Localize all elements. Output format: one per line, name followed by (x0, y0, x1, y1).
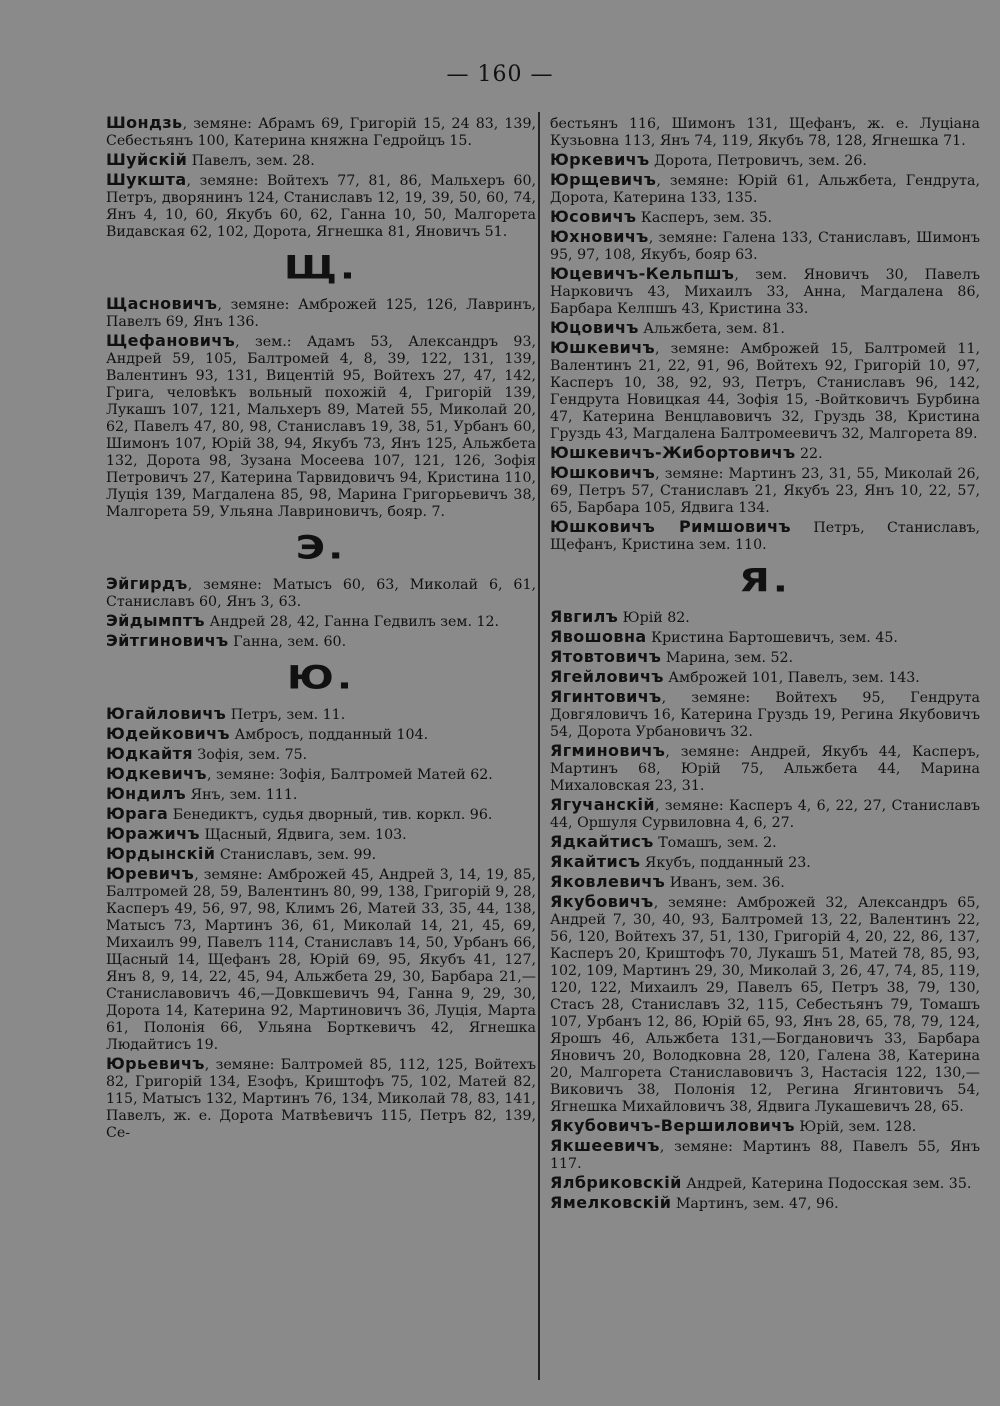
entry-text: , земяне: Войтехъ 77, 81, 86, Мальхеръ 60, Петръ, дворянинъ 124, Станиславъ 12, 19, 39, 50, 60, 74, Янъ 4, 10, 60, Якубъ 60, 62, Ганна 10, 50, Малгорета Видавская 62, 102, Дорота, Ягнешка 81, Яновичъ 51. (106, 173, 536, 240)
register-entry (550, 1194, 980, 1213)
register-entry (550, 1117, 980, 1136)
register-entry (550, 518, 980, 554)
register-entry (106, 845, 536, 864)
register-entry (550, 668, 980, 687)
entry-text: Амбросъ, подданный 104. (229, 727, 429, 743)
register-entry (550, 796, 980, 832)
register-entry (550, 608, 980, 627)
surname: Щасновичъ (106, 294, 218, 313)
section-letter: Э. (295, 529, 347, 567)
entry-text: Марина, зем. 52. (661, 650, 794, 666)
register-entry (550, 648, 980, 667)
surname: Юшковичъ (550, 463, 656, 482)
entry-text: Андрей 28, 42, Ганна Гедвилъ зем. 12. (204, 614, 500, 630)
entry-text: Бенедиктъ, судья дворный, тив. коркл. 96. (168, 807, 493, 823)
surname: Юдкайтя (106, 744, 193, 763)
entry-text: Станиславъ, зем. 99. (215, 847, 377, 863)
surname: Ядкайтисъ (550, 832, 654, 851)
register-entry (106, 612, 536, 631)
entry-text: Петръ, зем. 11. (226, 707, 346, 723)
surname: Юндилъ (106, 784, 187, 803)
register-entry (106, 332, 536, 521)
entry-text: , земяне: Мартинъ 88, Павелъ 55, Янъ 117. (550, 1139, 980, 1172)
surname: Якайтисъ (550, 852, 641, 871)
entry-text: бестьянъ 116, Шимонъ 131, Щефанъ, ж. е. Луціана Кузьовна 113, Янъ 74, 119, Якубъ 78, 128, Ягнешка 71. (550, 116, 980, 149)
surname: Яковлевичъ (550, 872, 666, 891)
register-entry (106, 705, 536, 724)
register-entry (550, 873, 980, 892)
entry-text: , зем.: Адамъ 53, Александръ 93, Андрей 59, 105, Балтромей 4, 8, 39, 122, 131, 139, Валентинъ 93, 131, Вицентій 95, Войтехъ 27, 47, 142, Грига, человѣкъ вольный похожій 4, Григорій 139, Лукашъ 107, 121, Мальхеръ 89, Матей 55, Миколай 20, 62, Павелъ 47, 80, 98, Станиславъ 19, 38, 51, Урбанъ 60, Шимонъ 107, Юрій 38, 94, Якубъ 73, Янъ 125, Альжбета 132, Дорота 98, Зузана Мосеева 107, 121, 126, Зофія Петровичъ 27, Катерина Тарвидовичъ 94, Кристина 110, Луція 139, Магдалена 85, 98, Марина Григорьевичъ 38, Малгорета 59, Ульяна Лавриновичъ, бояр. 7. (106, 334, 536, 520)
entry-text: , земяне: Галена 133, Станиславъ, Шимонъ 95, 97, 108, Якубъ, бояр 63. (550, 230, 980, 263)
right-column (550, 114, 980, 1214)
surname: Шукшта (106, 170, 187, 189)
surname: Шуйскій (106, 150, 188, 169)
entry-text: Иванъ, зем. 36. (665, 875, 785, 891)
register-entry (550, 893, 980, 1116)
surname: Шондзь (106, 113, 183, 132)
surname: Юрдынскій (106, 844, 216, 863)
entry-text: Юрій, зем. 128. (794, 1119, 917, 1135)
register-entry (106, 745, 536, 764)
entry-text: , земяне: Касперъ 4, 6, 22, 27, Станиславъ 44, Оршуля Сурвиловна 4, 6, 27. (550, 798, 980, 831)
register-entry (550, 171, 980, 207)
surname: Якубовичъ (550, 892, 654, 911)
entry-text: Щасный, Ядвига, зем. 103. (199, 827, 407, 843)
surname: Щефановичъ (106, 331, 236, 350)
entry-text: Юрій 82. (618, 610, 690, 626)
register-entry (106, 295, 536, 331)
entry-text: Якубъ, подданный 23. (640, 855, 811, 871)
entry-text: Томашъ, зем. 2. (653, 835, 777, 851)
surname: Ягминовичъ (550, 741, 666, 760)
surname: Юсовичъ (550, 207, 637, 226)
surname: Юшкевичъ-Жибортовичъ (550, 443, 796, 462)
surname: Юрьевичъ (106, 1054, 205, 1073)
register-entry (106, 151, 536, 170)
surname: Ялбриковскій (550, 1173, 682, 1192)
entry-text: 22. (795, 446, 823, 462)
register-entry (550, 464, 980, 517)
entry-text: , земяне: Амброжей 45, Андрей 3, 14, 19, 85, Балтромей 28, 59, Валентинъ 80, 99, 138, Григорій 9, 28, Касперъ 49, 56, 97, 98, Климъ 26, Матей 33, 35, 44, 138, Матысъ 73, Мартинъ 36, 61, Миколай 14, 21, 45, 69, Михаилъ 99, Павелъ 114, Станиславъ 14, 50, Урбанъ 66, Щасный 14, Щефанъ 28, Юрій 69, 95, Якубъ 41, 127, Янъ 8, 9, 14, 22, 45, 94, Альжбета 29, 30, Барбара 21,—Станиславовичъ 46,—Довкшевичъ 94, Ганна 9, 29, 30, Дорота 14, Катерина 92, Мартиновичъ 36, Луція, Марта 61, Полонія 66, Ульяна Борткевичъ 42, Ягнешка Людайтисъ 19. (106, 867, 536, 1053)
surname: Якшеевичъ (550, 1136, 660, 1155)
register-entry (106, 171, 536, 241)
surname: Ямелковскій (550, 1193, 672, 1212)
column-divider (538, 112, 540, 1380)
entry-text: , земяне: Балтромей 85, 112, 125, Войтехъ 82, Григорій 134, Езофъ, Криштофъ 75, 102, Матей 82, 115, Матысъ 132, Мартинъ 76, 134, Миколай 78, 83, 141, Павелъ, ж. е. Дорота Матвѣевичъ 115, Петръ 82, 139, Се- (106, 1057, 536, 1141)
register-entry (106, 765, 536, 784)
surname: Ягейловичъ (550, 667, 664, 686)
surname: Юражичъ (106, 824, 200, 843)
register-entry (106, 805, 536, 824)
left-column (106, 114, 536, 1143)
surname: Юдкевичъ (106, 764, 207, 783)
entry-text: , земяне: Амброжей 15, Балтромей 11, Валентинъ 21, 22, 91, 96, Войтехъ 92, Григорій 10, 97, Касперъ 10, 38, 92, 93, Петръ, Станиславъ 96, 142, Гендрута Новицкая 44, Зофія 15, -Войтковичъ Бурбина 47, Катерина Венцлавовичъ 32, Груздь 38, Кристина Груздь 43, Магдалена Балтромеевичъ 32, Малгорета 89. (550, 341, 980, 442)
entry-text: , земяне: Андрей, Якубъ 44, Касперъ, Мартинъ 68, Юрій 75, Альжбета 44, Марина Михаловская 23, 31. (550, 744, 980, 794)
register-entry (106, 1055, 536, 1142)
surname: Югайловичъ (106, 704, 227, 723)
entry-text: , земяне: Войтехъ 95, Гендрута Довгяловичъ 16, Катерина Груздь 19, Регина Якубовичъ 54, Дорота Урбановичъ 32. (550, 690, 980, 740)
entry-text: Касперъ, зем. 35. (636, 210, 773, 226)
section-letter: Щ. (283, 249, 359, 287)
surname: Ятовтовичъ (550, 647, 662, 666)
surname: Эйдымптъ (106, 611, 205, 630)
entry-text: Андрей, Катерина Подосская зем. 35. (681, 1176, 972, 1192)
register-entry (550, 1174, 980, 1193)
surname: Явошовна (550, 627, 647, 646)
register-entry (106, 575, 536, 611)
surname: Юшковичъ Римшовичъ (550, 517, 791, 536)
register-entry (106, 865, 536, 1054)
entry-text: Кристина Бартошевичъ, зем. 45. (646, 630, 898, 646)
surname: Юркевичъ (550, 150, 650, 169)
register-entry (106, 114, 536, 150)
entry-text: , земяне: Зофія, Балтромей Матей 62. (206, 767, 493, 783)
entry-text: Ганна, зем. 60. (228, 634, 347, 650)
surname: Якубовичъ-Вершиловичъ (550, 1116, 795, 1135)
register-entry (550, 1137, 980, 1173)
entry-text: Дорота, Петровичъ, зем. 26. (649, 153, 867, 169)
entry-text: , земяне: Амброжей 125, 126, Лавринъ, Павелъ 69, Янъ 136. (106, 297, 536, 330)
register-entry (106, 632, 536, 651)
surname: Юрщевичъ (550, 170, 657, 189)
surname: Явгилъ (550, 607, 619, 626)
entry-text: Амброжей 101, Павелъ, зем. 143. (663, 670, 920, 686)
page-number: — 160 — (446, 62, 554, 87)
entry-text: , зем. Яновичъ 30, Павелъ Нарковичъ 43, Михаилъ 33, Анна, Магдалена 86, Барбара Келпшъ 43, Кристина 33. (550, 267, 980, 317)
surname: Юдейковичъ (106, 724, 230, 743)
entry-text: Павелъ, зем. 28. (187, 153, 315, 169)
section-letter: Я. (739, 562, 791, 600)
surname: Юхновичъ (550, 227, 649, 246)
entry-text: Янъ, зем. 111. (186, 787, 298, 803)
surname: Юцовичъ (550, 318, 639, 337)
register-entry (106, 785, 536, 804)
register-entry (550, 339, 980, 443)
surname: Юревичъ (106, 864, 195, 883)
entry-text: Петръ, Станиславъ, Щефанъ, Кристина зем. 110. (550, 520, 980, 553)
surname: Ягинтовичъ (550, 687, 662, 706)
register-entry (550, 742, 980, 795)
surname: Юрага (106, 804, 169, 823)
entry-text: , земяне: Юрій 61, Альжбета, Гендрута, Дорота, Катерина 133, 135. (550, 173, 980, 206)
register-entry (106, 725, 536, 744)
entry-text: Мартинъ, зем. 47, 96. (671, 1196, 839, 1212)
register-entry (550, 114, 980, 150)
surname: Юцевичъ-Кельпшъ (550, 264, 735, 283)
surname: Юшкевичъ (550, 338, 656, 357)
register-entry (550, 833, 980, 852)
register-entry (550, 688, 980, 741)
register-entry (550, 853, 980, 872)
register-entry (550, 228, 980, 264)
register-entry (550, 208, 980, 227)
register-entry (550, 319, 980, 338)
surname: Ягучанскій (550, 795, 655, 814)
surname: Эйтгиновичъ (106, 631, 229, 650)
register-entry (550, 628, 980, 647)
section-letter: Ю. (286, 659, 356, 697)
entry-text: Альжбета, зем. 81. (638, 321, 785, 337)
register-entry (106, 825, 536, 844)
entry-text: , земяне: Абрамъ 69, Григорій 15, 24 83, 139, Себестьянъ 100, Катерина княжна Гедройцъ 15. (106, 116, 536, 149)
register-entry (550, 444, 980, 463)
surname: Эйгирдъ (106, 574, 188, 593)
entry-text: , земяне: Мартинъ 23, 31, 55, Миколай 26, 69, Петръ 57, Станиславъ 21, Якубъ 23, Янъ 10, 22, 57, 65, Барбара 105, Ядвига 134. (550, 466, 980, 516)
entry-text: Зофія, зем. 75. (192, 747, 308, 763)
register-entry (550, 265, 980, 318)
entry-text: , земяне: Амброжей 32, Александръ 65, Андрей 7, 30, 40, 93, Балтромей 13, 22, Валентинъ 22, 56, 120, Войтехъ 37, 51, 130, Григорій 4, 20, 22, 86, 137, Касперъ 20, Криштофъ 70, Лукашъ 51, Матей 78, 85, 93, 102, 109, Мартинъ 29, 30, Миколай 3, 26, 47, 74, 85, 119, 120, 122, Михаилъ 29, Павелъ 65, Петръ 38, 79, 130, Стасъ 28, Станиславъ 32, 115, Себестьянъ 79, Томашъ 107, Урбанъ 12, 86, Юрій 65, 93, Янъ 28, 65, 78, 79, 124, Ярошъ 46, Альжбета 131,—Богдановичъ 33, Барбара Яновичъ 20, Володковна 28, 120, Галена 38, Катерина 20, Малгорета Станиславовичъ 3, Настасія 122, 130,—Виковичъ 38, Полонія 12, Регина Ягинтовичъ 54, Ягнешка Михайловичъ 38, Ядвига Лукашевичъ 28, 65. (550, 895, 980, 1115)
register-entry (550, 151, 980, 170)
entry-text: , земяне: Матысъ 60, 63, Миколай 6, 61, Станиславъ 60, Янъ 3, 63. (106, 577, 536, 610)
